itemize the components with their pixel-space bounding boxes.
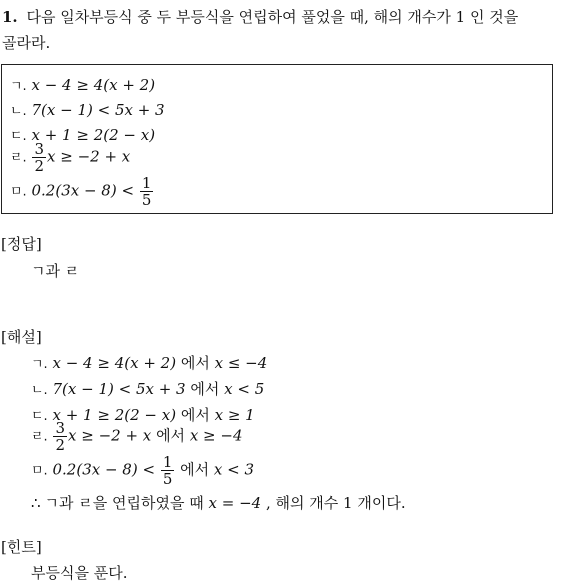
explanation-label: ㄱ. bbox=[31, 357, 48, 372]
explanation-line-4 bbox=[31, 420, 243, 453]
choice-4 bbox=[10, 141, 130, 174]
explanation-expression: x ≥ −2 + x bbox=[68, 426, 152, 445]
fraction-denominator: 5 bbox=[162, 470, 173, 488]
explanation-result: x < 5 bbox=[224, 380, 265, 398]
explanation-label: ㄷ. bbox=[31, 409, 48, 424]
fraction bbox=[161, 454, 175, 487]
explanation-result: x ≥ −4 bbox=[189, 426, 243, 445]
fraction-numerator: 1 bbox=[162, 453, 173, 471]
choice-label: ㅁ. bbox=[10, 184, 27, 200]
fraction-numerator: 3 bbox=[34, 140, 45, 158]
choice-label: ㄴ. bbox=[10, 104, 27, 119]
question-line-1: 다음 일차부등식 중 두 부등식을 연립하여 풀었을 때, 해의 개수가 1 인 것을 bbox=[26, 8, 519, 26]
explanation-conclusion bbox=[31, 492, 406, 513]
explanation-connector: 에서 bbox=[180, 354, 210, 372]
fraction-numerator: 1 bbox=[141, 174, 152, 192]
hint-title: [힌트] bbox=[1, 538, 42, 556]
explanation-expression: 7(x − 1) < 5x + 3 bbox=[52, 380, 186, 398]
fraction bbox=[32, 141, 46, 174]
explanation-expression: 0.2(3x − 8) < bbox=[52, 460, 156, 479]
answer-title: [정답] bbox=[1, 235, 42, 253]
fraction bbox=[140, 175, 154, 208]
explanation-result: x ≤ −4 bbox=[214, 354, 268, 372]
conclusion-math: x = −4 bbox=[208, 494, 262, 512]
explanation-line-5 bbox=[31, 454, 254, 487]
therefore-symbol: ∴ bbox=[31, 494, 41, 512]
explanation-expression: x + 1 ≥ 2(2 − x) bbox=[52, 406, 177, 424]
choice-expression: 0.2(3x − 8) < bbox=[31, 181, 135, 200]
explanation-line-2 bbox=[31, 378, 264, 399]
choice-label: ㄷ. bbox=[10, 129, 27, 144]
choice-5 bbox=[10, 175, 154, 208]
choice-expression: 7(x − 1) < 5x + 3 bbox=[31, 101, 165, 119]
explanation-label: ㅁ. bbox=[31, 463, 48, 479]
explanation-line-1 bbox=[31, 352, 267, 373]
choice-expression: x − 4 ≥ 4(x + 2) bbox=[31, 76, 156, 94]
choice-label: ㄱ. bbox=[10, 79, 27, 94]
question-text bbox=[2, 4, 567, 56]
conclusion-pre: ㄱ과 ㄹ을 연립하였을 때 bbox=[44, 494, 204, 512]
explanation-label: ㄹ. bbox=[31, 429, 48, 445]
explanation-result: x ≥ 1 bbox=[214, 406, 255, 424]
choice-2 bbox=[10, 100, 165, 119]
fraction-denominator: 5 bbox=[141, 191, 152, 209]
choice-expression: x ≥ −2 + x bbox=[47, 147, 131, 166]
explanation-connector: 에서 bbox=[190, 380, 220, 398]
explanation-label: ㄴ. bbox=[31, 383, 48, 398]
fraction-denominator: 2 bbox=[55, 436, 66, 454]
choice-expression: x + 1 ≥ 2(2 − x) bbox=[31, 126, 156, 144]
explanation-expression: x − 4 ≥ 4(x + 2) bbox=[52, 354, 177, 372]
explanation-connector: 에서 bbox=[180, 406, 210, 424]
question-line-2: 골라라. bbox=[2, 34, 51, 52]
explanation-connector: 에서 bbox=[180, 460, 210, 479]
question-number: 1. bbox=[2, 8, 18, 26]
conclusion-post: , 해의 개수 1 개이다. bbox=[266, 494, 406, 512]
explanation-title: [해설] bbox=[1, 328, 42, 346]
choices-box bbox=[1, 64, 553, 214]
fraction-numerator: 3 bbox=[55, 419, 66, 437]
fraction bbox=[53, 420, 67, 453]
choice-1 bbox=[10, 75, 155, 94]
fraction-denominator: 2 bbox=[34, 157, 45, 175]
choice-label: ㄹ. bbox=[10, 150, 27, 166]
explanation-result: x < 3 bbox=[213, 460, 255, 479]
hint-text: 부등식을 푼다. bbox=[31, 564, 128, 582]
explanation-connector: 에서 bbox=[156, 426, 186, 445]
answer-text: ㄱ과 ㄹ bbox=[31, 262, 80, 280]
